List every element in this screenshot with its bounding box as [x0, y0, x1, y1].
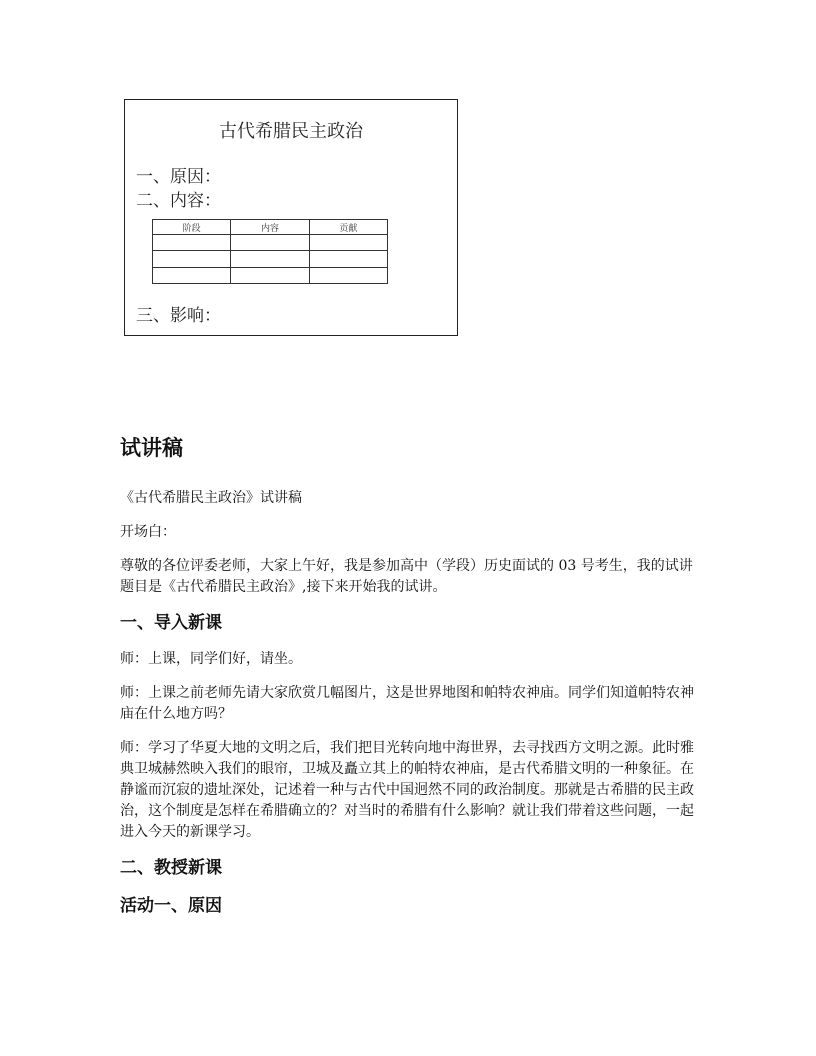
- paragraph: 师：学习了华夏大地的文明之后，我们把目光转向地中海世界，去寻找西方文明之源。此时雅典卫城赫然映入我们的眼帘，卫城及矗立其上的帕特农神庙，是古代希腊文明的一种象征。在静谧而沉寂的遗址深处，记述着一种与古代中国迥然不同的政治制度。那就是古希腊的民主政治，这个制度是怎样在希腊确立的？对当时的希腊有什么影响？就让我们带着这些问题，一起进入今天的新课学习。: [120, 740, 694, 840]
- board-table-row: [153, 251, 388, 268]
- board-line-impact: 三、影响：: [136, 306, 221, 326]
- opening-paragraph: 尊敬的各位评委老师，大家上午好，我是参加高中（学段）历史面试的 03 号考生，我的试讲题目是《古代希腊民主政治》,接下来开始我的试讲。: [120, 558, 693, 595]
- board-title: 古代希腊民主政治: [219, 121, 363, 142]
- board-table-row: [153, 268, 388, 284]
- board-line-content: 二、内容：: [136, 191, 221, 211]
- section-heading-intro: 一、导入新课: [120, 613, 222, 633]
- section-heading-teaching: 二、教授新课: [120, 858, 222, 878]
- board-table-header: 贡献: [309, 220, 387, 235]
- board-line-cause: 一、原因：: [136, 167, 221, 187]
- board-table-header-row: [153, 220, 388, 235]
- board-table-row: [153, 235, 388, 251]
- activity-heading: 活动一、原因: [120, 896, 222, 916]
- paragraph: 师：上课，同学们好，请坐。: [120, 651, 302, 667]
- document-subtitle: 《古代希腊民主政治》试讲稿: [120, 490, 302, 506]
- board-table-header: 阶段: [153, 220, 231, 235]
- opening-label: 开场白：: [120, 524, 176, 540]
- document-body: [120, 430, 700, 932]
- board-table: [152, 219, 388, 284]
- board-figure: [124, 99, 458, 336]
- board-table-header: 内容: [231, 220, 309, 235]
- document-title: 试讲稿: [120, 436, 183, 460]
- paragraph: 师：上课之前老师先请大家欣赏几幅图片，这是世界地图和帕特农神庙。同学们知道帕特农神庙在什么地方吗？: [120, 685, 694, 722]
